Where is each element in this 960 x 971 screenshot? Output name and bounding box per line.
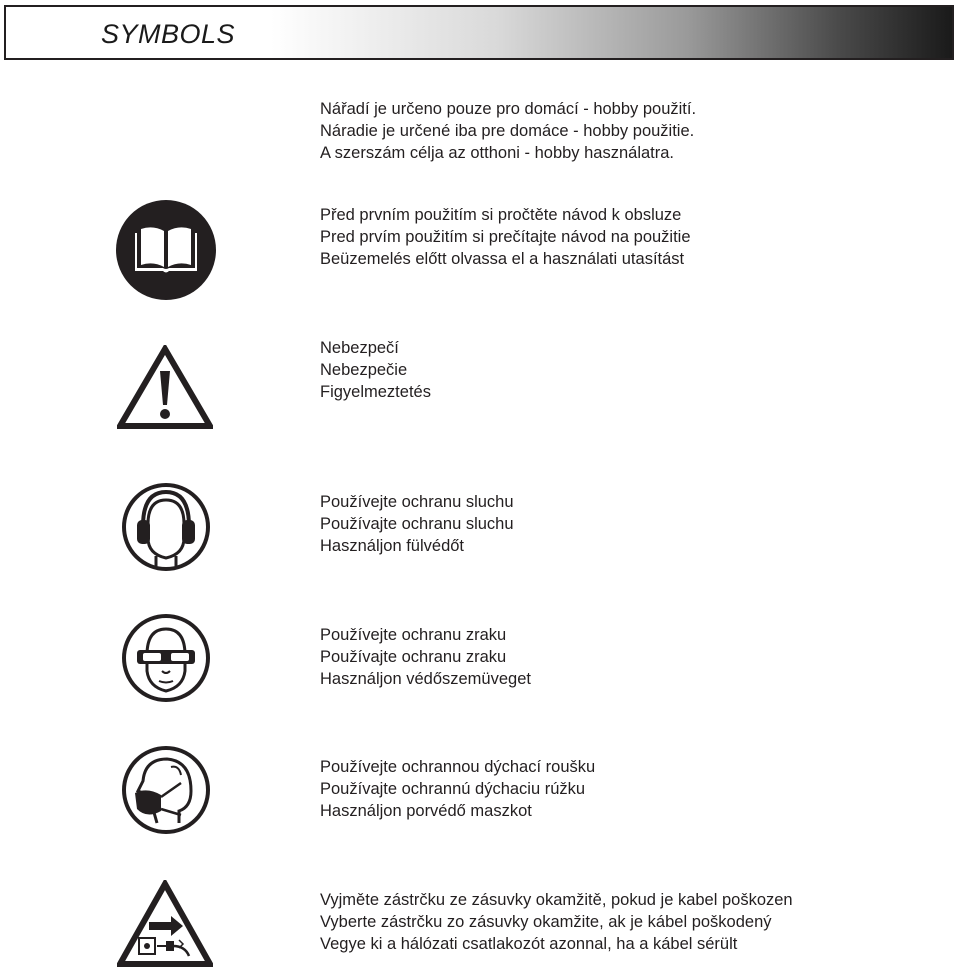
text-line-hu: Figyelmeztetés <box>320 383 431 401</box>
text-line-cz: Před prvním použitím si pročtěte návod k obsluze <box>320 206 682 224</box>
symbol-text-household <box>320 98 696 164</box>
section-header <box>4 5 954 60</box>
eye-protection-icon <box>121 613 211 703</box>
text-line-hu: A szerszám célja az otthoni - hobby használatra. <box>320 144 675 162</box>
text-line-cz: Nářadí je určeno pouze pro domácí - hobby použití. <box>320 100 697 118</box>
text-line-sk: Náradie je určené iba pre domáce - hobby použitie. <box>320 122 695 140</box>
read-manual-icon <box>115 199 217 301</box>
text-line-cz: Používejte ochranu sluchu <box>320 493 514 511</box>
text-line-cz: Používejte ochrannou dýchací roušku <box>320 758 596 776</box>
symbol-text-eye-protection <box>320 624 531 690</box>
unplug-icon <box>117 880 213 968</box>
text-line-cz: Nebezpečí <box>320 339 399 357</box>
dust-mask-icon <box>121 745 211 835</box>
page-title: SYMBOLS <box>101 19 236 49</box>
symbol-text-read-manual <box>320 204 691 270</box>
warning-icon <box>117 345 213 429</box>
text-line-sk: Pred prvím použitím si prečítajte návod na použitie <box>320 228 691 246</box>
text-line-hu: Használjon porvédő maszkot <box>320 802 532 820</box>
text-line-sk: Používajte ochranu zraku <box>320 648 507 666</box>
text-line-hu: Vegye ki a hálózati csatlakozót azonnal, ha a kábel sérült <box>320 935 738 953</box>
text-line-cz: Vyjměte zástrčku ze zásuvky okamžitě, pokud je kabel poškozen <box>320 891 793 909</box>
symbol-text-dust-mask <box>320 756 595 822</box>
symbol-text-ear-protection <box>320 491 514 557</box>
text-line-hu: Használjon védőszemüveget <box>320 670 531 688</box>
symbol-text-warning <box>320 337 431 403</box>
text-line-cz: Používejte ochranu zraku <box>320 626 507 644</box>
symbol-text-unplug <box>320 889 793 955</box>
text-line-sk: Používajte ochranu sluchu <box>320 515 514 533</box>
text-line-sk: Vyberte zástrčku zo zásuvky okamžite, ak je kábel poškodený <box>320 913 772 931</box>
text-line-sk: Používajte ochrannú dýchaciu rúžku <box>320 780 586 798</box>
text-line-sk: Nebezpečie <box>320 361 408 379</box>
text-line-hu: Használjon fülvédőt <box>320 537 465 555</box>
ear-protection-icon <box>121 482 211 572</box>
text-line-hu: Beüzemelés előtt olvassa el a használati utasítást <box>320 250 685 268</box>
